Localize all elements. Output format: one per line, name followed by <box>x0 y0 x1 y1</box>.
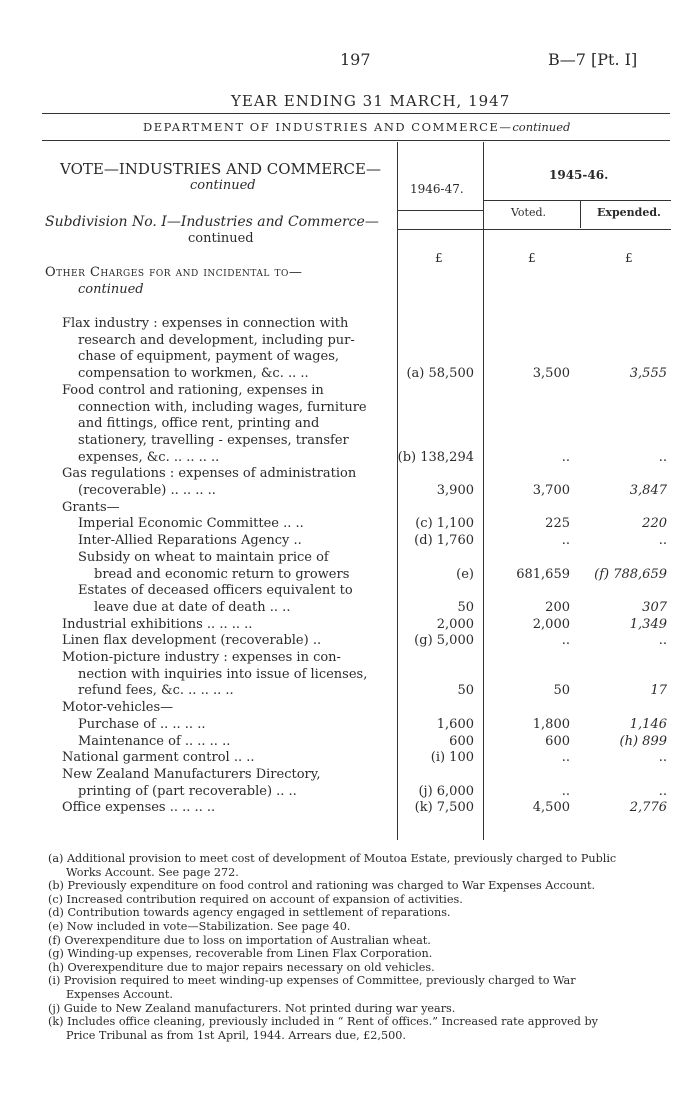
amount-expended: (h) 899 <box>619 733 667 749</box>
footnote-line: Works Account. See page 272. <box>66 865 239 879</box>
department-rule <box>42 140 670 141</box>
footnote-line: (e) Now included in vote—Stabilization. See page 40. <box>48 920 351 933</box>
item-description-line: refund fees, &c. .. .. .. .. <box>78 683 234 699</box>
amount-expended: (f) 788,659 <box>594 566 667 582</box>
amount-expended: .. <box>658 750 667 766</box>
subdivision-heading: Subdivision No. I—Industries and Commerce— <box>45 214 379 230</box>
header-bottom-rule <box>397 229 671 230</box>
item-description-line: Grants— <box>62 499 120 515</box>
amount-1946-47: 50 <box>457 683 474 699</box>
amount-voted: 4,500 <box>532 800 570 816</box>
item-description-line: New Zealand Manufacturers Directory, <box>62 766 321 782</box>
amount-1946-47: (g) 5,000 <box>414 633 474 649</box>
item-description-line: research and development, including pur- <box>78 332 355 348</box>
amount-voted: 3,500 <box>532 366 570 382</box>
amount-voted: .. <box>561 633 570 649</box>
amount-expended: .. <box>658 533 667 549</box>
footnote-line: Price Tribunal as from 1st April, 1944. Arrears due, £2,500. <box>66 1028 406 1042</box>
other-charges-continued: continued <box>78 282 144 297</box>
item-description-line: Motion-picture industry : expenses in con- <box>62 650 341 665</box>
amount-voted: 681,659 <box>516 566 570 582</box>
item-description-line: Subsidy on wheat to maintain price of <box>78 549 329 565</box>
subdivision-continued: continued <box>188 231 254 246</box>
item-description-line: stationery, travelling - expenses, transfer <box>78 432 349 448</box>
amount-1946-47: (b) 138,294 <box>397 449 474 465</box>
item-description-line: Office expenses .. .. .. .. <box>62 800 216 816</box>
amount-expended: 17 <box>650 683 667 699</box>
item-description-line: Gas regulations : expenses of administration <box>62 466 357 482</box>
footnote-line: (k) Includes office cleaning, previously included in “ Rent of offices.” Increased rate approved by <box>48 1015 599 1029</box>
amount-1946-47: (k) 7,500 <box>414 800 474 816</box>
amount-voted: .. <box>561 750 570 766</box>
amount-1946-47: (a) 58,500 <box>406 366 474 382</box>
item-description-line: Imperial Economic Committee .. .. <box>78 516 304 532</box>
amount-1946-47: 1,600 <box>436 716 474 732</box>
amount-expended: 3,555 <box>629 366 667 382</box>
footnote-line: (j) Guide to New Zealand manufacturers. Not printed during war years. <box>48 1001 456 1015</box>
department-heading: DEPARTMENT OF INDUSTRIES AND COMMERCE—continued <box>143 120 571 134</box>
subheader-rule <box>483 200 671 201</box>
column-divider-1 <box>397 142 398 840</box>
item-description-line: printing of (part recoverable) .. .. <box>78 783 297 799</box>
footnote-line: (d) Contribution towards agency engaged in settlement of reparations. <box>48 906 451 920</box>
footnote-line: (g) Winding-up expenses, recoverable from Linen Flax Corporation. <box>48 947 433 961</box>
amount-voted: 225 <box>545 516 570 532</box>
amount-1946-47: (c) 1,100 <box>415 516 474 532</box>
item-description-line: connection with, including wages, furniture <box>78 399 367 415</box>
vote-title: VOTE—INDUSTRIES AND COMMERCE— <box>60 160 381 178</box>
footnote-line: Expenses Account. <box>66 988 173 1001</box>
item-description-line: Inter-Allied Reparations Agency .. <box>78 533 302 549</box>
other-charges-heading: Other Charges for and incidental to— <box>45 265 303 280</box>
document-reference: B—7 [Pt. I] <box>548 50 638 69</box>
amount-voted: .. <box>561 533 570 549</box>
amount-expended: .. <box>658 633 667 649</box>
footnote-line: (a) Additional provision to meet cost of development of Moutoa Estate, previously charged to Public <box>48 852 617 865</box>
footnote-line: (h) Overexpenditure due to major repairs necessary on old vehicles. <box>48 960 435 974</box>
amount-1946-47: (e) <box>456 566 474 582</box>
amount-expended: .. <box>658 449 667 465</box>
amount-voted: 1,800 <box>532 716 570 732</box>
item-description-line: Purchase of .. .. .. .. <box>78 716 206 732</box>
item-description-line: Linen flax development (recoverable) .. <box>62 633 322 649</box>
column-divider-3 <box>580 200 581 228</box>
column-header-voted: Voted. <box>511 206 547 219</box>
amount-voted: .. <box>561 783 570 799</box>
amount-1946-47: 600 <box>449 733 474 749</box>
amount-expended: 220 <box>642 516 667 532</box>
amount-1946-47: (j) 6,000 <box>418 783 474 799</box>
item-description-line: Industrial exhibitions .. .. .. .. <box>62 616 253 632</box>
amount-1946-47: 3,900 <box>436 483 474 498</box>
footnote-line: (i) Provision required to meet winding-up expenses of Committee, previously charged to War <box>48 974 576 988</box>
amount-expended: 307 <box>642 599 667 615</box>
amount-expended: 1,349 <box>629 616 667 632</box>
item-description-line: and fittings, office rent, printing and <box>78 416 320 432</box>
footnote-line: (b) Previously expenditure on food control and rationing was charged to War Expenses Account. <box>48 879 596 893</box>
currency-voted: £ <box>528 251 536 265</box>
page-number: 197 <box>340 50 371 69</box>
item-description-line: leave due at date of death .. .. <box>94 599 291 615</box>
amount-1946-47: (d) 1,760 <box>414 533 474 549</box>
amount-voted: 2,000 <box>532 616 570 632</box>
item-description-line: nection with inquiries into issue of licenses, <box>78 666 368 682</box>
item-description-line: Motor-vehicles— <box>62 700 174 716</box>
item-description-line: (recoverable) .. .. .. .. <box>78 483 216 498</box>
column-divider-2 <box>483 142 484 840</box>
amount-1946-47: 2,000 <box>436 616 474 632</box>
item-description-line: compensation to workmen, &c. .. .. <box>78 366 309 382</box>
column-header-1946-47: 1946-47. <box>410 182 464 196</box>
currency-expended: £ <box>625 251 633 265</box>
vote-title-continued: continued <box>190 178 256 193</box>
amount-1946-47: 50 <box>457 599 474 615</box>
amount-voted: 3,700 <box>532 483 570 498</box>
title-rule <box>42 113 670 114</box>
amount-expended: 1,146 <box>629 716 667 732</box>
amount-voted: .. <box>561 449 570 465</box>
item-description-line: Maintenance of .. .. .. .. <box>78 733 231 749</box>
page-title: YEAR ENDING 31 MARCH, 1947 <box>231 92 511 110</box>
currency-1946: £ <box>435 251 443 265</box>
amount-expended: 2,776 <box>629 800 667 816</box>
item-description-line: National garment control .. .. <box>62 750 255 766</box>
amount-voted: 600 <box>545 733 570 749</box>
item-description-line: Flax industry : expenses in connection with <box>62 316 349 331</box>
column-header-1945-46: 1945-46. <box>549 168 609 182</box>
item-description-line: bread and economic return to growers <box>94 566 350 582</box>
footnote-line: (c) Increased contribution required on account of expansion of activities. <box>48 892 463 906</box>
item-description-line: expenses, &c. .. .. .. .. <box>78 449 220 465</box>
item-description-line: chase of equipment, payment of wages, <box>78 349 340 365</box>
item-description-line: Food control and rationing, expenses in <box>62 382 324 398</box>
column-header-expended: Expended. <box>597 206 661 219</box>
footnote-line: (f) Overexpenditure due to loss on importation of Australian wheat. <box>48 933 431 947</box>
amount-expended: .. <box>658 783 667 799</box>
item-description-line: Estates of deceased officers equivalent to <box>78 583 353 599</box>
amount-1946-47: (i) 100 <box>430 750 474 766</box>
amount-voted: 50 <box>553 683 570 699</box>
col1946-rule <box>397 210 483 211</box>
amount-expended: 3,847 <box>629 483 667 498</box>
amount-voted: 200 <box>545 599 570 615</box>
